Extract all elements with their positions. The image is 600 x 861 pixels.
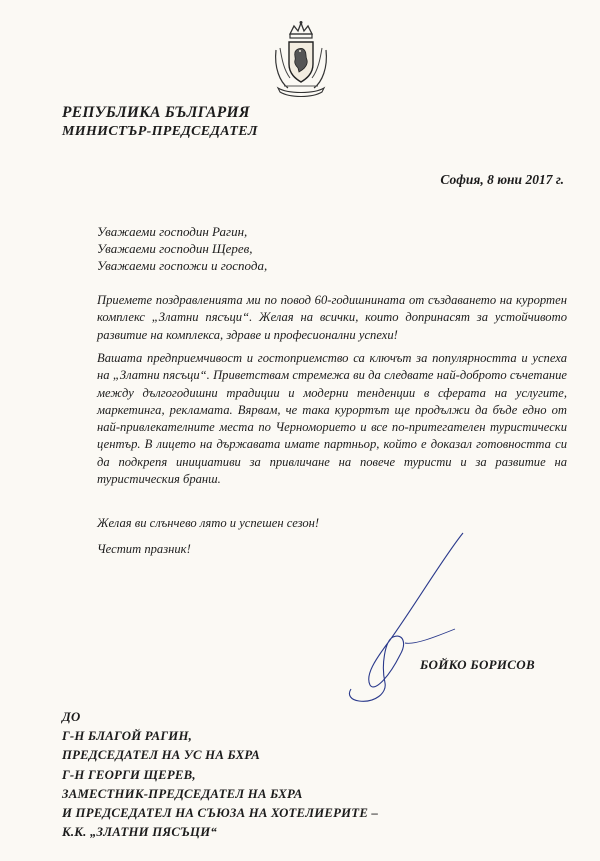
salutation-line: Уважаеми госпожи и господа, [97, 258, 268, 273]
addressee-line: Г-Н ГЕОРГИ ЩЕРЕВ, [62, 767, 196, 782]
body-paragraph-1: Приемете поздравленията ми по повод 60-годишнината от създаването на курортен комплекс „Златни пясъци“. Желая на всички, които допринасят за устойчивото развитие на комплекса, здраве и професионални успехи! [97, 293, 567, 342]
body-paragraph-2: Вашата предприемчивост и гостоприемство са ключът за популярността и успеха на „Златни пясъци“. Приветствам стремежа ви да следвате най-доброто съчетание между дългогодишни традиции и модерни тенденции в сферата на услугите, маркетинга, рекламата. Вярвам, че така курортът ще продължи да бъде едно от най-привлекателните места по Черноморието и все по-притегателен туристически център. В лицето на държавата имате партньор, който е доказал готовността си да подкрепя инициативи за привличане на повече туристи и за развитие на туристическия бранш. [97, 351, 567, 487]
addressee-line: ДО [62, 710, 81, 724]
coat-of-arms-icon [270, 20, 332, 98]
date-line: София, 8 юни 2017 г. [440, 172, 564, 187]
addressee-block [62, 708, 378, 842]
addressee-line: ПРЕДСЕДАТЕЛ НА УС НА БХРА [62, 748, 260, 763]
header-country: РЕПУБЛИКА БЪЛГАРИЯ [62, 104, 250, 121]
salutation-block [97, 223, 267, 274]
addressee-line: ЗАМЕСТНИК-ПРЕДСЕДАТЕЛ НА БХРА [62, 786, 303, 801]
addressee-line: И ПРЕДСЕДАТЕЛ НА СЪЮЗА НА ХОТЕЛИЕРИТЕ – [62, 806, 379, 821]
salutation-line: Уважаеми господин Рагин, [97, 224, 248, 239]
addressee-line: Г-Н БЛАГОЙ РАГИН, [62, 729, 193, 744]
body-paragraph-3: Желая ви слънчево лято и успешен сезон! [97, 516, 320, 530]
body-paragraph-4: Честит празник! [97, 542, 191, 556]
salutation-line: Уважаеми господин Щерев, [97, 241, 253, 256]
signer-name: БОЙКО БОРИСОВ [420, 657, 535, 672]
header-office: МИНИСТЪР-ПРЕДСЕДАТЕЛ [62, 124, 258, 139]
signature-icon [345, 525, 465, 705]
addressee-line: К.К. „ЗЛАТНИ ПЯСЪЦИ“ [62, 825, 217, 840]
